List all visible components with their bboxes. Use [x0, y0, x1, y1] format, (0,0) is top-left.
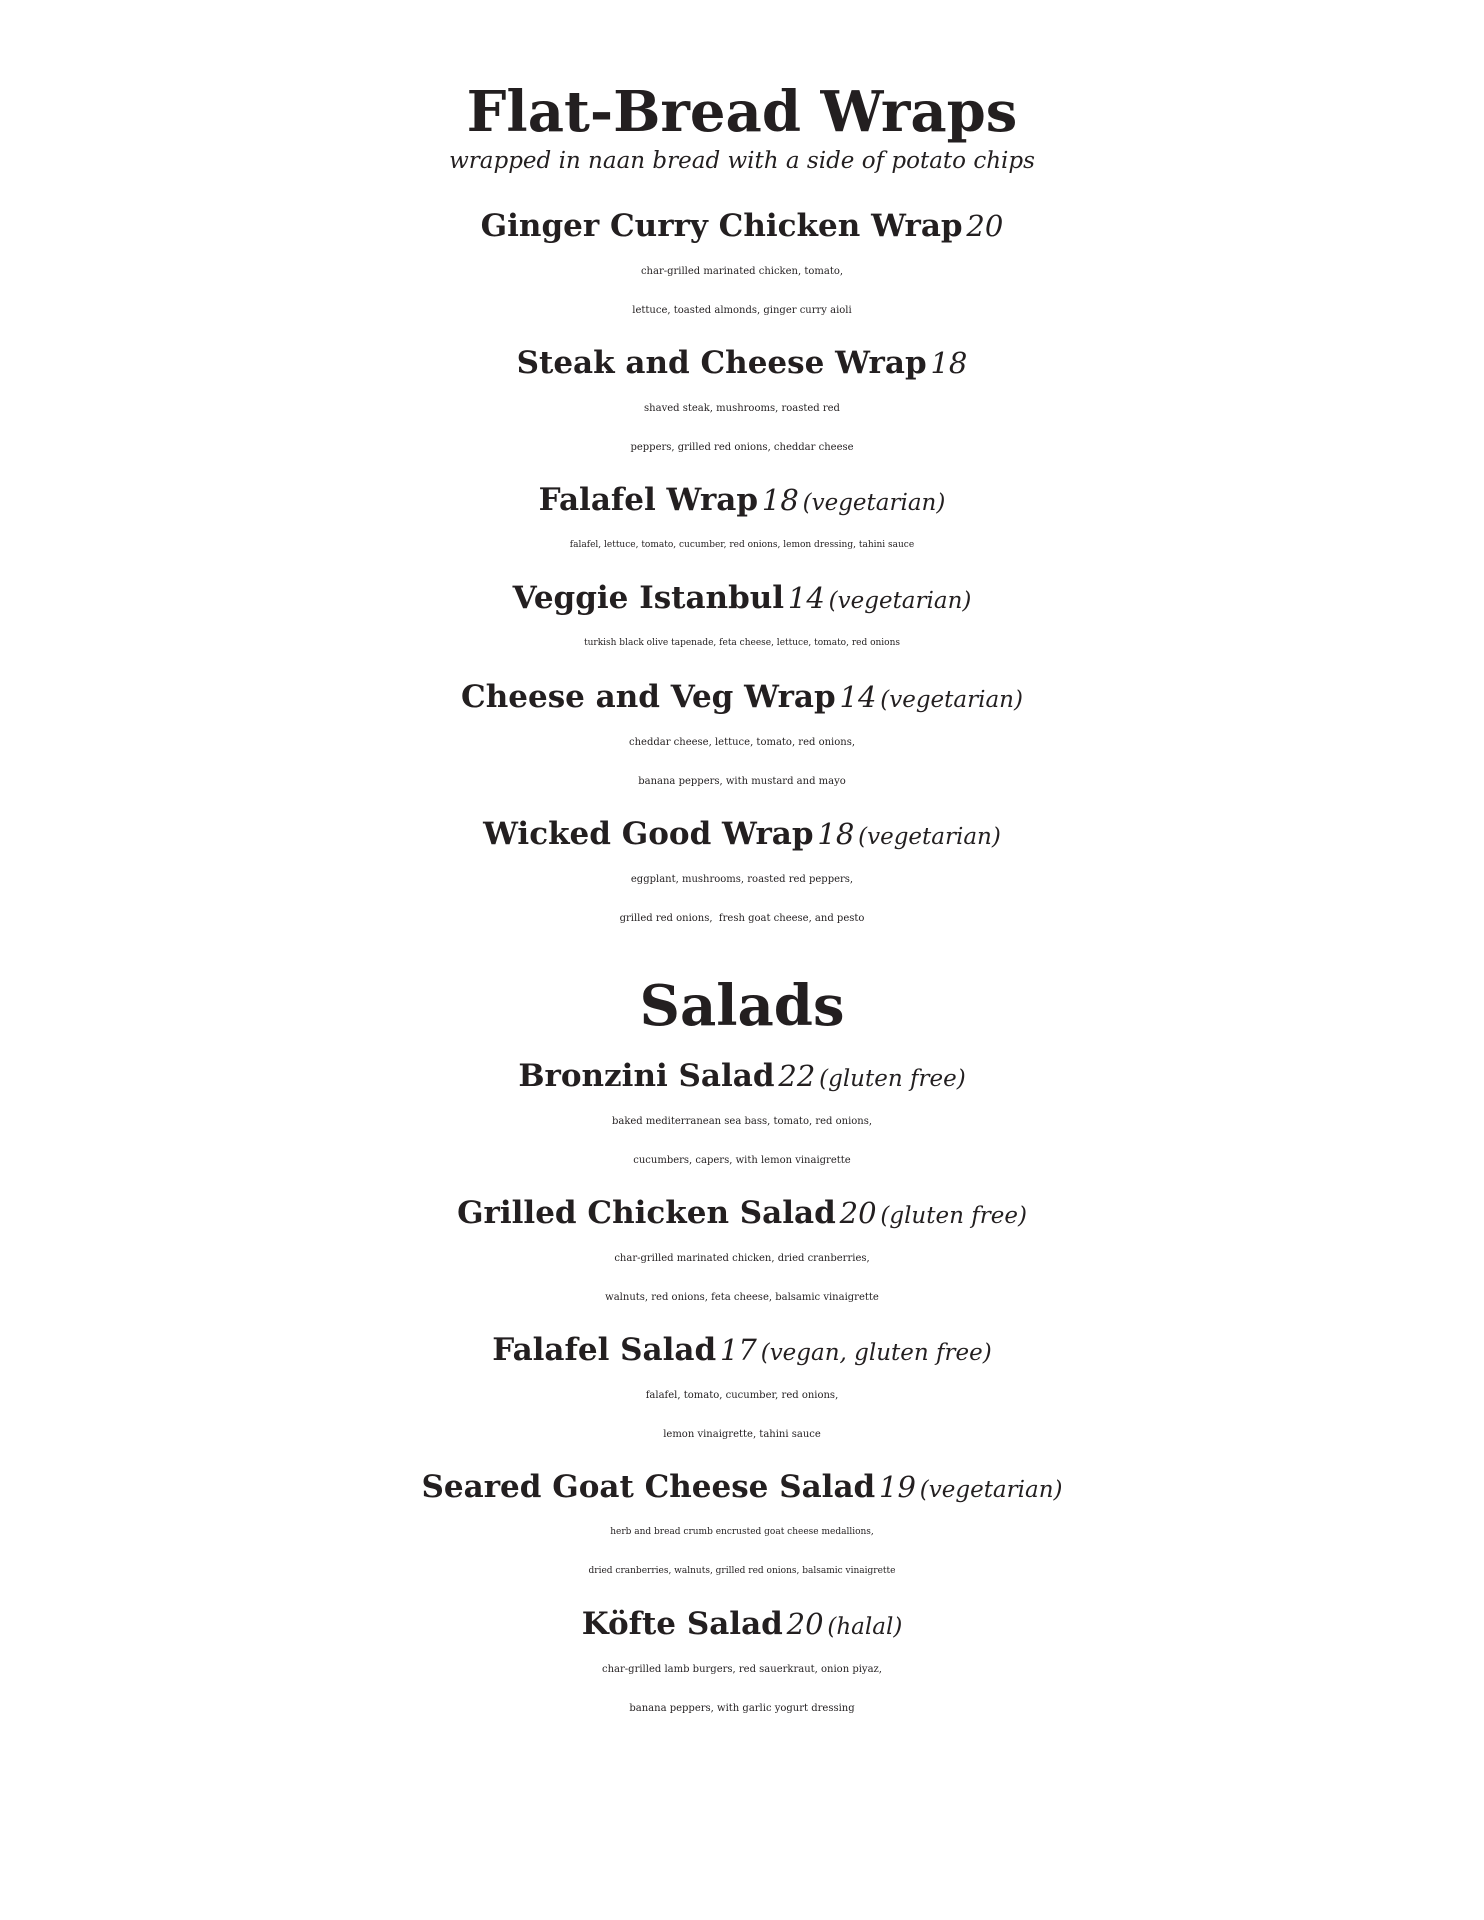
- description-line: char-grilled lamb burgers, red sauerkraut, onion piyaz,: [602, 1664, 882, 1675]
- item-name: Köfte Salad: [581, 1606, 783, 1642]
- description-line: char-grilled marinated chicken, dried cranberries,: [614, 1253, 870, 1264]
- item-dietary-tag: (gluten free): [880, 1203, 1027, 1229]
- item-description: [0, 1650, 1484, 1728]
- item-price: 17: [719, 1333, 757, 1367]
- item-name: Bronzini Salad: [518, 1058, 775, 1094]
- description-line: baked mediterranean sea bass, tomato, red onions,: [611, 1116, 873, 1127]
- description-line: banana peppers, with mustard and mayo: [638, 776, 846, 787]
- description-line: lettuce, toasted almonds, ginger curry aioli: [632, 305, 852, 316]
- description-line: grilled red onions, fresh goat cheese, and pesto: [619, 913, 865, 924]
- item-name: Cheese and Veg Wrap: [461, 679, 836, 715]
- menu-item-falafel-salad: [0, 1330, 1484, 1454]
- item-name: Falafel Salad: [492, 1332, 717, 1368]
- description-line: dried cranberries, walnuts, grilled red onions, balsamic vinaigrette: [588, 1566, 896, 1576]
- item-dietary-tag: (vegetarian): [828, 588, 972, 614]
- menu-item-kofte-salad: [0, 1604, 1484, 1728]
- item-dietary-tag: (vegetarian): [880, 687, 1023, 713]
- description-line: falafel, lettuce, tomato, cucumber, red onions, lemon dressing, tahini sauce: [569, 540, 915, 550]
- item-price: 14: [787, 581, 825, 615]
- description-line: lemon vinaigrette, tahini sauce: [663, 1429, 821, 1440]
- section-subtitle: wrapped in naan bread with a side of potato chips: [449, 148, 1035, 174]
- description-line: falafel, tomato, cucumber, red onions,: [645, 1390, 839, 1401]
- section-title: Salads: [639, 973, 845, 1039]
- description-line: walnuts, red onions, feta cheese, balsamic vinaigrette: [605, 1292, 879, 1303]
- item-description: [0, 526, 1484, 565]
- item-price: 14: [839, 680, 877, 714]
- description-line: shaved steak, mushrooms, roasted red: [644, 403, 840, 414]
- description-line: herb and bread crumb encrusted goat cheese medallions,: [610, 1527, 874, 1537]
- item-dietary-tag: (vegetarian): [858, 824, 1001, 850]
- menu-item-bronzini-salad: [0, 1056, 1484, 1180]
- item-price: 22: [778, 1059, 816, 1093]
- item-description: [0, 389, 1484, 467]
- item-price: 20: [966, 209, 1004, 243]
- section-salads: [0, 974, 1484, 1038]
- item-dietary-tag: (vegetarian): [919, 1477, 1063, 1503]
- item-price: 18: [761, 483, 799, 517]
- item-name: Grilled Chicken Salad: [457, 1195, 836, 1231]
- item-dietary-tag: (vegetarian): [802, 490, 946, 516]
- menu-item-steak-and-cheese-wrap: [0, 343, 1484, 467]
- menu-item-seared-goat-cheese-salad: [0, 1467, 1484, 1591]
- item-description: [0, 1376, 1484, 1454]
- item-name: Falafel Wrap: [538, 482, 759, 518]
- menu-item-falafel-wrap: [0, 480, 1484, 565]
- item-price: 18: [817, 817, 855, 851]
- section-title: Flat-Bread Wraps: [466, 79, 1018, 145]
- item-description: [0, 252, 1484, 330]
- item-description: [0, 624, 1484, 663]
- menu-item-ginger-curry-chicken-wrap: [0, 206, 1484, 330]
- description-line: eggplant, mushrooms, roasted red peppers,: [630, 874, 854, 885]
- item-description: [0, 1239, 1484, 1317]
- description-line: peppers, grilled red onions, cheddar cheese: [630, 442, 854, 453]
- item-price: 20: [839, 1196, 877, 1230]
- menu-item-wicked-good-wrap: [0, 814, 1484, 938]
- section-wraps: [0, 80, 1484, 176]
- item-price: 20: [786, 1607, 824, 1641]
- item-name: Ginger Curry Chicken Wrap: [480, 208, 963, 244]
- menu-item-veggie-istanbul: [0, 578, 1484, 663]
- item-dietary-tag: (halal): [827, 1614, 903, 1640]
- description-line: banana peppers, with garlic yogurt dressing: [629, 1703, 855, 1714]
- item-price: 19: [879, 1470, 916, 1504]
- description-line: turkish black olive tapenade, feta cheese, lettuce, tomato, red onions: [583, 638, 901, 648]
- item-name: Steak and Cheese Wrap: [516, 345, 927, 381]
- item-description: [0, 860, 1484, 938]
- menu-item-cheese-and-veg-wrap: [0, 677, 1484, 801]
- description-line: cucumbers, capers, with lemon vinaigrette: [633, 1155, 851, 1166]
- item-price: 18: [930, 346, 968, 380]
- item-description: [0, 723, 1484, 801]
- item-dietary-tag: (vegan, gluten free): [760, 1340, 992, 1366]
- item-description: [0, 1513, 1484, 1591]
- menu-item-grilled-chicken-salad: [0, 1193, 1484, 1317]
- description-line: char-grilled marinated chicken, tomato,: [640, 266, 844, 277]
- item-description: [0, 1102, 1484, 1180]
- item-name: Veggie Istanbul: [512, 580, 785, 616]
- item-name: Seared Goat Cheese Salad: [421, 1469, 876, 1505]
- item-name: Wicked Good Wrap: [483, 816, 814, 852]
- description-line: cheddar cheese, lettuce, tomato, red onions,: [628, 737, 856, 748]
- item-dietary-tag: (gluten free): [819, 1066, 966, 1092]
